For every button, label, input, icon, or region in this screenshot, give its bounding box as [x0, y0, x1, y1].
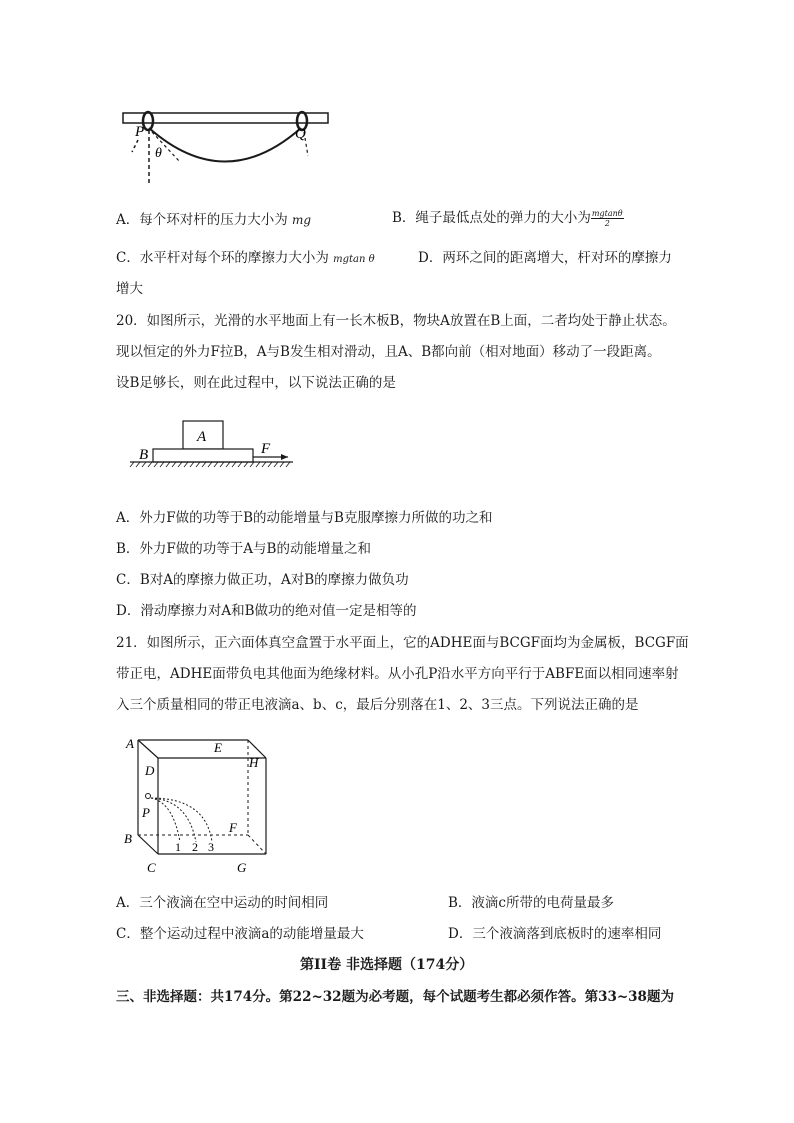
block-on-board-figure [128, 416, 298, 472]
label-d: D [145, 763, 155, 778]
label-a: A [197, 429, 207, 445]
q21-option-b: B．液滴c所带的电荷量最多 [448, 895, 614, 911]
q19-option-b: B．绳子最低点处的弹力的大小为 $\frac{mgtan\theta}{2}$ [392, 209, 623, 228]
q20-option-b: B．外力F做的功等于A与B的动能增量之和 [116, 541, 371, 557]
force-arrow-head [281, 454, 288, 460]
label-p: P [142, 805, 150, 820]
q21-option-c: C．整个运动过程中液滴a的动能增量最大 [116, 926, 364, 942]
q19-option-c-expr: mgtan θ [333, 254, 375, 265]
q19-option-d-cont: 增大 [116, 281, 143, 297]
label-c: C [147, 860, 156, 875]
q20-stem-line-1: 20．如图所示，光滑的水平地面上有一长木板B，物块A放置在B上面，二者均处于静止状态。 [116, 313, 676, 329]
label-g: G [237, 860, 247, 875]
rope-curve [149, 128, 301, 162]
rings-on-bar-figure [118, 100, 338, 192]
q20-option-c: C．B对A的摩擦力做正功，A对B的摩擦力做负功 [116, 572, 409, 588]
hole-p [146, 794, 151, 799]
q19-option-d: D．两环之间的距离增大，杆对环的摩擦力 [418, 250, 672, 266]
label-q: Q [295, 126, 306, 142]
q20-option-d: D．滑动摩擦力对A和B做功的绝对值一定是相等的 [116, 603, 417, 619]
board-b [153, 449, 253, 462]
q21-option-d: D．三个液滴落到底板时的速率相同 [448, 926, 662, 942]
cube-box-figure [118, 730, 268, 878]
label-3: 3 [208, 840, 214, 854]
ring-p [143, 112, 153, 130]
label-a: A [126, 736, 134, 751]
label-1: 1 [175, 840, 181, 854]
q21-stem-line-2: 带正电，ADHE面带负电其他面为绝缘材料。从小孔P沿水平方向平行于ABFE面以相同速率射 [116, 666, 679, 682]
label-b: B [124, 831, 132, 846]
label-f: F [229, 820, 237, 835]
q21-option-a: A．三个液滴在空中运动的时间相同 [116, 895, 329, 911]
q21-stem-line-3: 入三个质量相同的带正电液滴a、b、c，最后分别落在1、2、3三点。下列说法正确的是 [116, 697, 639, 713]
label-e: E [214, 740, 222, 755]
label-b: B [139, 447, 149, 463]
q19-option-c: C．水平杆对每个环的摩擦力大小为 mgtan θ [116, 250, 375, 266]
label-h: H [249, 755, 259, 770]
section-intro: 三、非选择题：共174分。第22~32题为必考题，每个试题考生都必须作答。第33~38题为 [116, 989, 674, 1005]
q19-option-a-expr: mg [292, 213, 312, 227]
label-theta: θ [155, 146, 162, 161]
q20-stem-line-3: 设B足够长，则在此过程中，以下说法正确的是 [116, 375, 396, 391]
q21-stem-line-1: 21．如图所示，正六面体真空盒置于水平面上，它的ADHE面与BCGF面均为金属板，BCGF面 [116, 635, 689, 651]
section-title: 第II卷 非选择题（174分） [300, 957, 474, 973]
label-f: F [261, 441, 271, 457]
label-2: 2 [192, 840, 198, 854]
q20-stem-line-2: 现以恒定的外力F拉B，A与B发生相对滑动，且A、B都向前（相对地面）移动了一段距离。 [116, 344, 661, 360]
q20-option-a: A．外力F做的功等于B的动能增量与B克服摩擦力所做的功之和 [116, 510, 493, 526]
q19-option-b-fraction: $\frac{mgtan\theta}{2}$ [591, 209, 623, 228]
q19-option-a: A．每个环对杆的压力大小为 mg [116, 212, 312, 228]
label-p: P [135, 124, 145, 140]
